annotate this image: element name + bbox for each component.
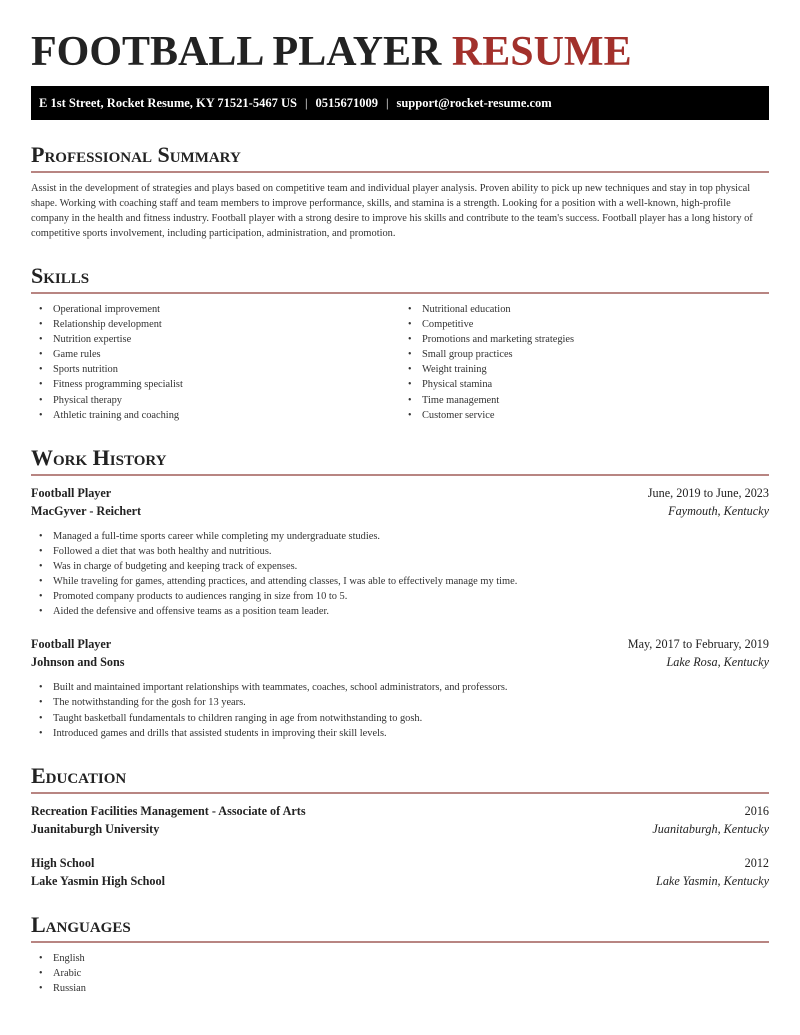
contact-address: E 1st Street, Rocket Resume, KY 71521-5467 US [39,95,297,110]
skills-list [31,302,769,423]
section-heading-education: Education [31,763,769,794]
section-heading-work-history: Work History [31,445,769,476]
job-location: Faymouth, Kentucky [668,503,769,518]
skill-item: • Weight training [400,362,769,377]
skill-item: • Nutritional education [400,302,769,317]
education-location: Lake Yasmin, Kentucky [656,873,769,888]
education-year: 2012 [744,855,769,870]
job-entry [31,484,769,620]
education-degree-row [31,854,769,872]
languages-list [31,951,769,996]
contact-bar [31,86,769,120]
education-entry [31,802,769,838]
job-bullets [31,529,769,620]
skills-column-right [400,302,769,423]
job-company: Johnson and Sons [31,655,125,670]
job-bullet: • The notwithstanding for the gosh for 13 years. [31,695,769,710]
education-location: Juanitaburgh, Kentucky [652,821,769,836]
section-heading-skills: Skills [31,263,769,294]
job-bullet: • Managed a full-time sports career while completing my undergraduate studies. [31,529,769,544]
skill-item: • Relationship development [31,317,400,332]
skill-item: • Athletic training and coaching [31,408,400,423]
summary-text: Assist in the development of strategies and plays based on competitive team and individual player analysis. Proven ability to pick up new techniques and stay in top physical shape. Working with coaching staff and team members to improve performance, skills, and stamina is a strength. Looking for a position with a well-known, high-profile company in the health and fitness industry. Football player with a strong desire to improve his skills and contribute to the team's success. Football player has a long history of competitive sports involvement, including participation, administration, and promotion. [31,183,753,239]
job-dates: May, 2017 to February, 2019 [627,637,769,652]
language-item: • Russian [31,981,769,996]
education-school-row [31,872,769,890]
title-main: FOOTBALL PLAYER [31,29,442,75]
job-header-row [31,484,769,502]
contact-email: support@rocket-resume.com [396,95,552,110]
job-bullet: • Built and maintained important relationships with teammates, coaches, school administrators, and professors. [31,680,769,695]
skill-item: • Promotions and marketing strategies [400,332,769,347]
skill-item: • Operational improvement [31,302,400,317]
skill-item: • Nutrition expertise [31,332,400,347]
skill-item: • Game rules [31,347,400,362]
language-item: • Arabic [31,966,769,981]
job-header-row [31,635,769,653]
contact-separator: | [385,95,389,110]
job-entry [31,635,769,740]
job-bullet: • Followed a diet that was both healthy and nutritious. [31,544,769,559]
education-entry [31,854,769,890]
education-year: 2016 [744,803,769,818]
skill-item: • Time management [400,393,769,408]
skill-item: • Customer service [400,408,769,423]
job-dates: June, 2019 to June, 2023 [647,485,769,500]
skill-item: • Physical therapy [31,393,400,408]
resume-title [31,0,769,86]
education-school: Juanitaburgh University [31,821,160,836]
job-bullet: • Taught basketball fundamentals to children ranging in age from notwithstanding to gosh. [31,711,769,726]
job-bullet: • Promoted company products to audiences ranging in size from 10 to 5. [31,589,769,604]
education-degree-row [31,802,769,820]
job-bullet: • Introduced games and drills that assisted students in improving their skill levels. [31,726,769,741]
job-bullet: • Was in charge of budgeting and keeping track of expenses. [31,559,769,574]
contact-phone: 0515671009 [315,95,378,110]
job-bullets [31,680,769,740]
job-company: MacGyver - Reichert [31,503,142,518]
job-bullet: • While traveling for games, attending practices, and attending classes, I was able to effectively manage my time. [31,574,769,589]
skill-item: • Competitive [400,317,769,332]
job-company-row [31,502,769,520]
section-heading-summary: Professional Summary [31,142,769,173]
education-school-row [31,820,769,838]
job-location: Lake Rosa, Kentucky [666,655,769,670]
section-heading-languages: Languages [31,912,769,943]
contact-separator: | [304,95,308,110]
education-school: Lake Yasmin High School [31,873,165,888]
job-company-row [31,653,769,671]
job-title: Football Player [31,485,112,500]
skill-item: • Small group practices [400,347,769,362]
skill-item: • Fitness programming specialist [31,377,400,392]
job-title: Football Player [31,637,112,652]
skill-item: • Sports nutrition [31,362,400,377]
language-item: • English [31,951,769,966]
education-degree: High School [31,855,95,870]
title-accent: RESUME [451,29,632,75]
education-degree: Recreation Facilities Management - Associate of Arts [31,803,306,818]
skills-column-left [31,302,400,423]
skill-item: • Physical stamina [400,377,769,392]
job-bullet: • Aided the defensive and offensive teams as a position team leader. [31,604,769,619]
